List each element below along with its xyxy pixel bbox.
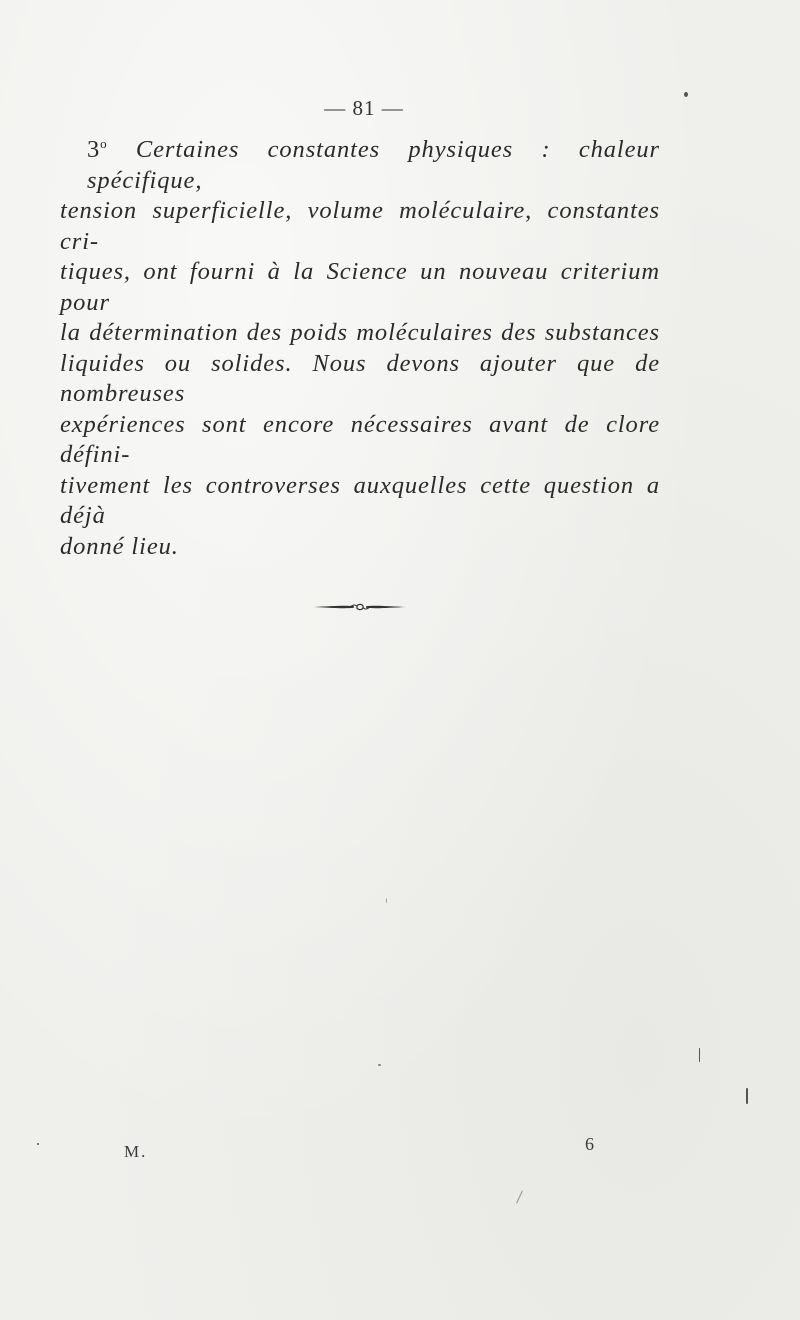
paragraph-line: liquides ou solides. Nous devons ajouter que de nombreuses xyxy=(60,349,660,407)
fleuron-rule-icon xyxy=(312,600,408,614)
paragraph-line: expériences sont encore nécessaires avant de clore défini- xyxy=(60,410,660,468)
paper-speck xyxy=(378,1064,381,1066)
paper-speck xyxy=(37,1143,39,1145)
body-paragraph xyxy=(60,129,660,562)
paragraph-line: 3$^o$ Certaines constantes physiques : chaleur spécifique, xyxy=(87,136,660,194)
paragraph-line: tension superficielle, volume moléculaire, constantes cri- xyxy=(60,197,660,255)
paper-speck xyxy=(699,1048,700,1062)
paper-speck xyxy=(386,898,387,903)
paragraph-line: la détermination des poids moléculaires des substances xyxy=(60,319,660,346)
paragraph-line: donné lieu. xyxy=(60,532,179,560)
sheet-number: 6 xyxy=(585,1134,594,1154)
paragraph-line: tivement les controverses auxquelles cette question a déjà xyxy=(60,471,660,529)
paper-speck xyxy=(746,1088,748,1104)
section-numeral: 3$^o$ xyxy=(87,136,108,163)
signature-mark: M. xyxy=(124,1142,148,1161)
page-number: — 81 — xyxy=(324,96,404,120)
paragraph-line: tiques, ont fourni à la Science un nouveau criterium pour xyxy=(60,258,660,316)
paper-speck xyxy=(516,1190,523,1203)
paper-speck xyxy=(684,92,688,97)
